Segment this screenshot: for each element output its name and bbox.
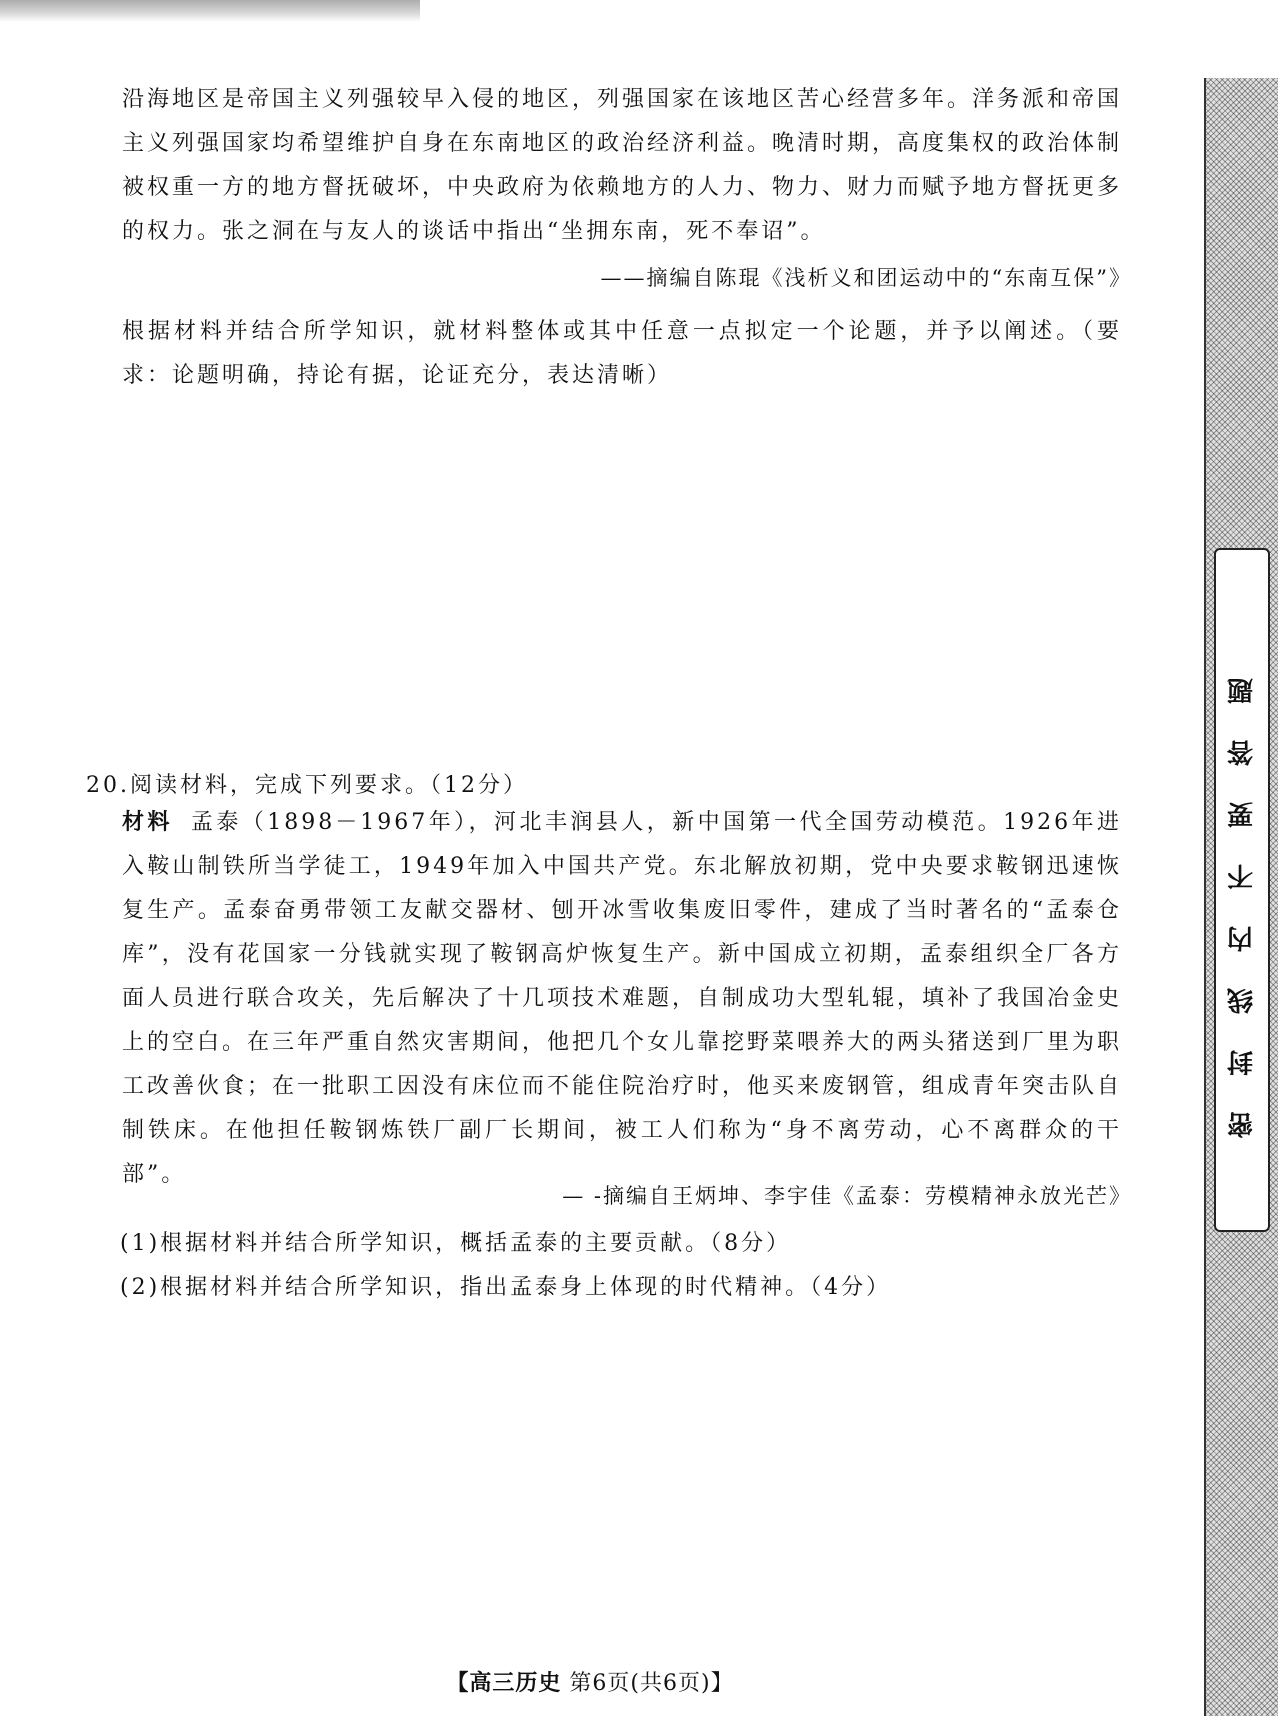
q20-sub-question-2: (2)根据材料并结合所学知识，指出孟泰身上体现的时代精神。（4分）	[120, 1275, 892, 1300]
q20-material	[122, 800, 1122, 1197]
q20-heading: 20.阅读材料，完成下列要求。（12分）	[86, 773, 528, 798]
q19-source: ——摘编自陈琨《浅析义和团运动中的“东南互保”》	[600, 266, 1132, 290]
q19-prompt: 根据材料并结合所学知识，就材料整体或其中任意一点拟定一个论题，并予以阐述。（要求：论题明确，持论有据，论证充分，表达清晰）	[122, 319, 1122, 388]
seal-notice-box	[1214, 548, 1270, 1232]
footer-subject: 【高三历史	[446, 1670, 562, 1696]
q20-source: — -摘编自王炳坤、李宇佳《孟泰：劳模精神永放光芒》	[562, 1184, 1132, 1208]
footer-page-number: 第6页(共6页)】	[569, 1671, 734, 1696]
material-label: 材料	[122, 809, 173, 835]
q20-material-text: 孟泰（1898－1967年），河北丰润县人，新中国第一代全国劳动模范。1926年进入鞍山制铁所当学徒工，1949年加入中国共产党。东北解放初期，党中央要求鞍钢迅速恢复生产。孟泰奋勇带领工友献交器材、刨开冰雪收集废旧零件，建成了当时著名的“孟泰仓库”，没有花国家一分钱就实现了鞍钢高炉恢复生产。新中国成立初期，孟泰组织全厂各方面人员进行联合攻关，先后解决了十几项技术难题，自制成功大型轧辊，填补了我国冶金史上的空白。在三年严重自然灾害期间，他把几个女儿靠挖野菜喂养大的两头猪送到厂里为职工改善伙食；在一批职工因没有床位而不能住院治疗时，他买来废钢管，组成青年突击队自制铁床。在他担任鞍钢炼铁厂副厂长期间，被工人们称为“身不离劳动，心不离群众的干部”。	[122, 810, 1123, 1187]
q20-sub-question-1: (1)根据材料并结合所学知识，概括孟泰的主要贡献。（8分）	[120, 1231, 792, 1256]
seal-notice-text: 密封线内不要答题	[1227, 642, 1258, 1138]
page-footer	[0, 1666, 1180, 1697]
scan-edge-shadow	[0, 0, 420, 22]
q19-material: 沿海地区是帝国主义列强较早入侵的地区，列强国家在该地区苦心经营多年。洋务派和帝国主义列强国家均希望维护自身在东南地区的政治经济利益。晚清时期，高度集权的政治体制被权重一方的地方督抚破坏，中央政府为依赖地方的人力、物力、财力而赋予地方督抚更多的权力。张之洞在与友人的谈话中指出“坐拥东南，死不奉诏”。	[122, 87, 1123, 244]
